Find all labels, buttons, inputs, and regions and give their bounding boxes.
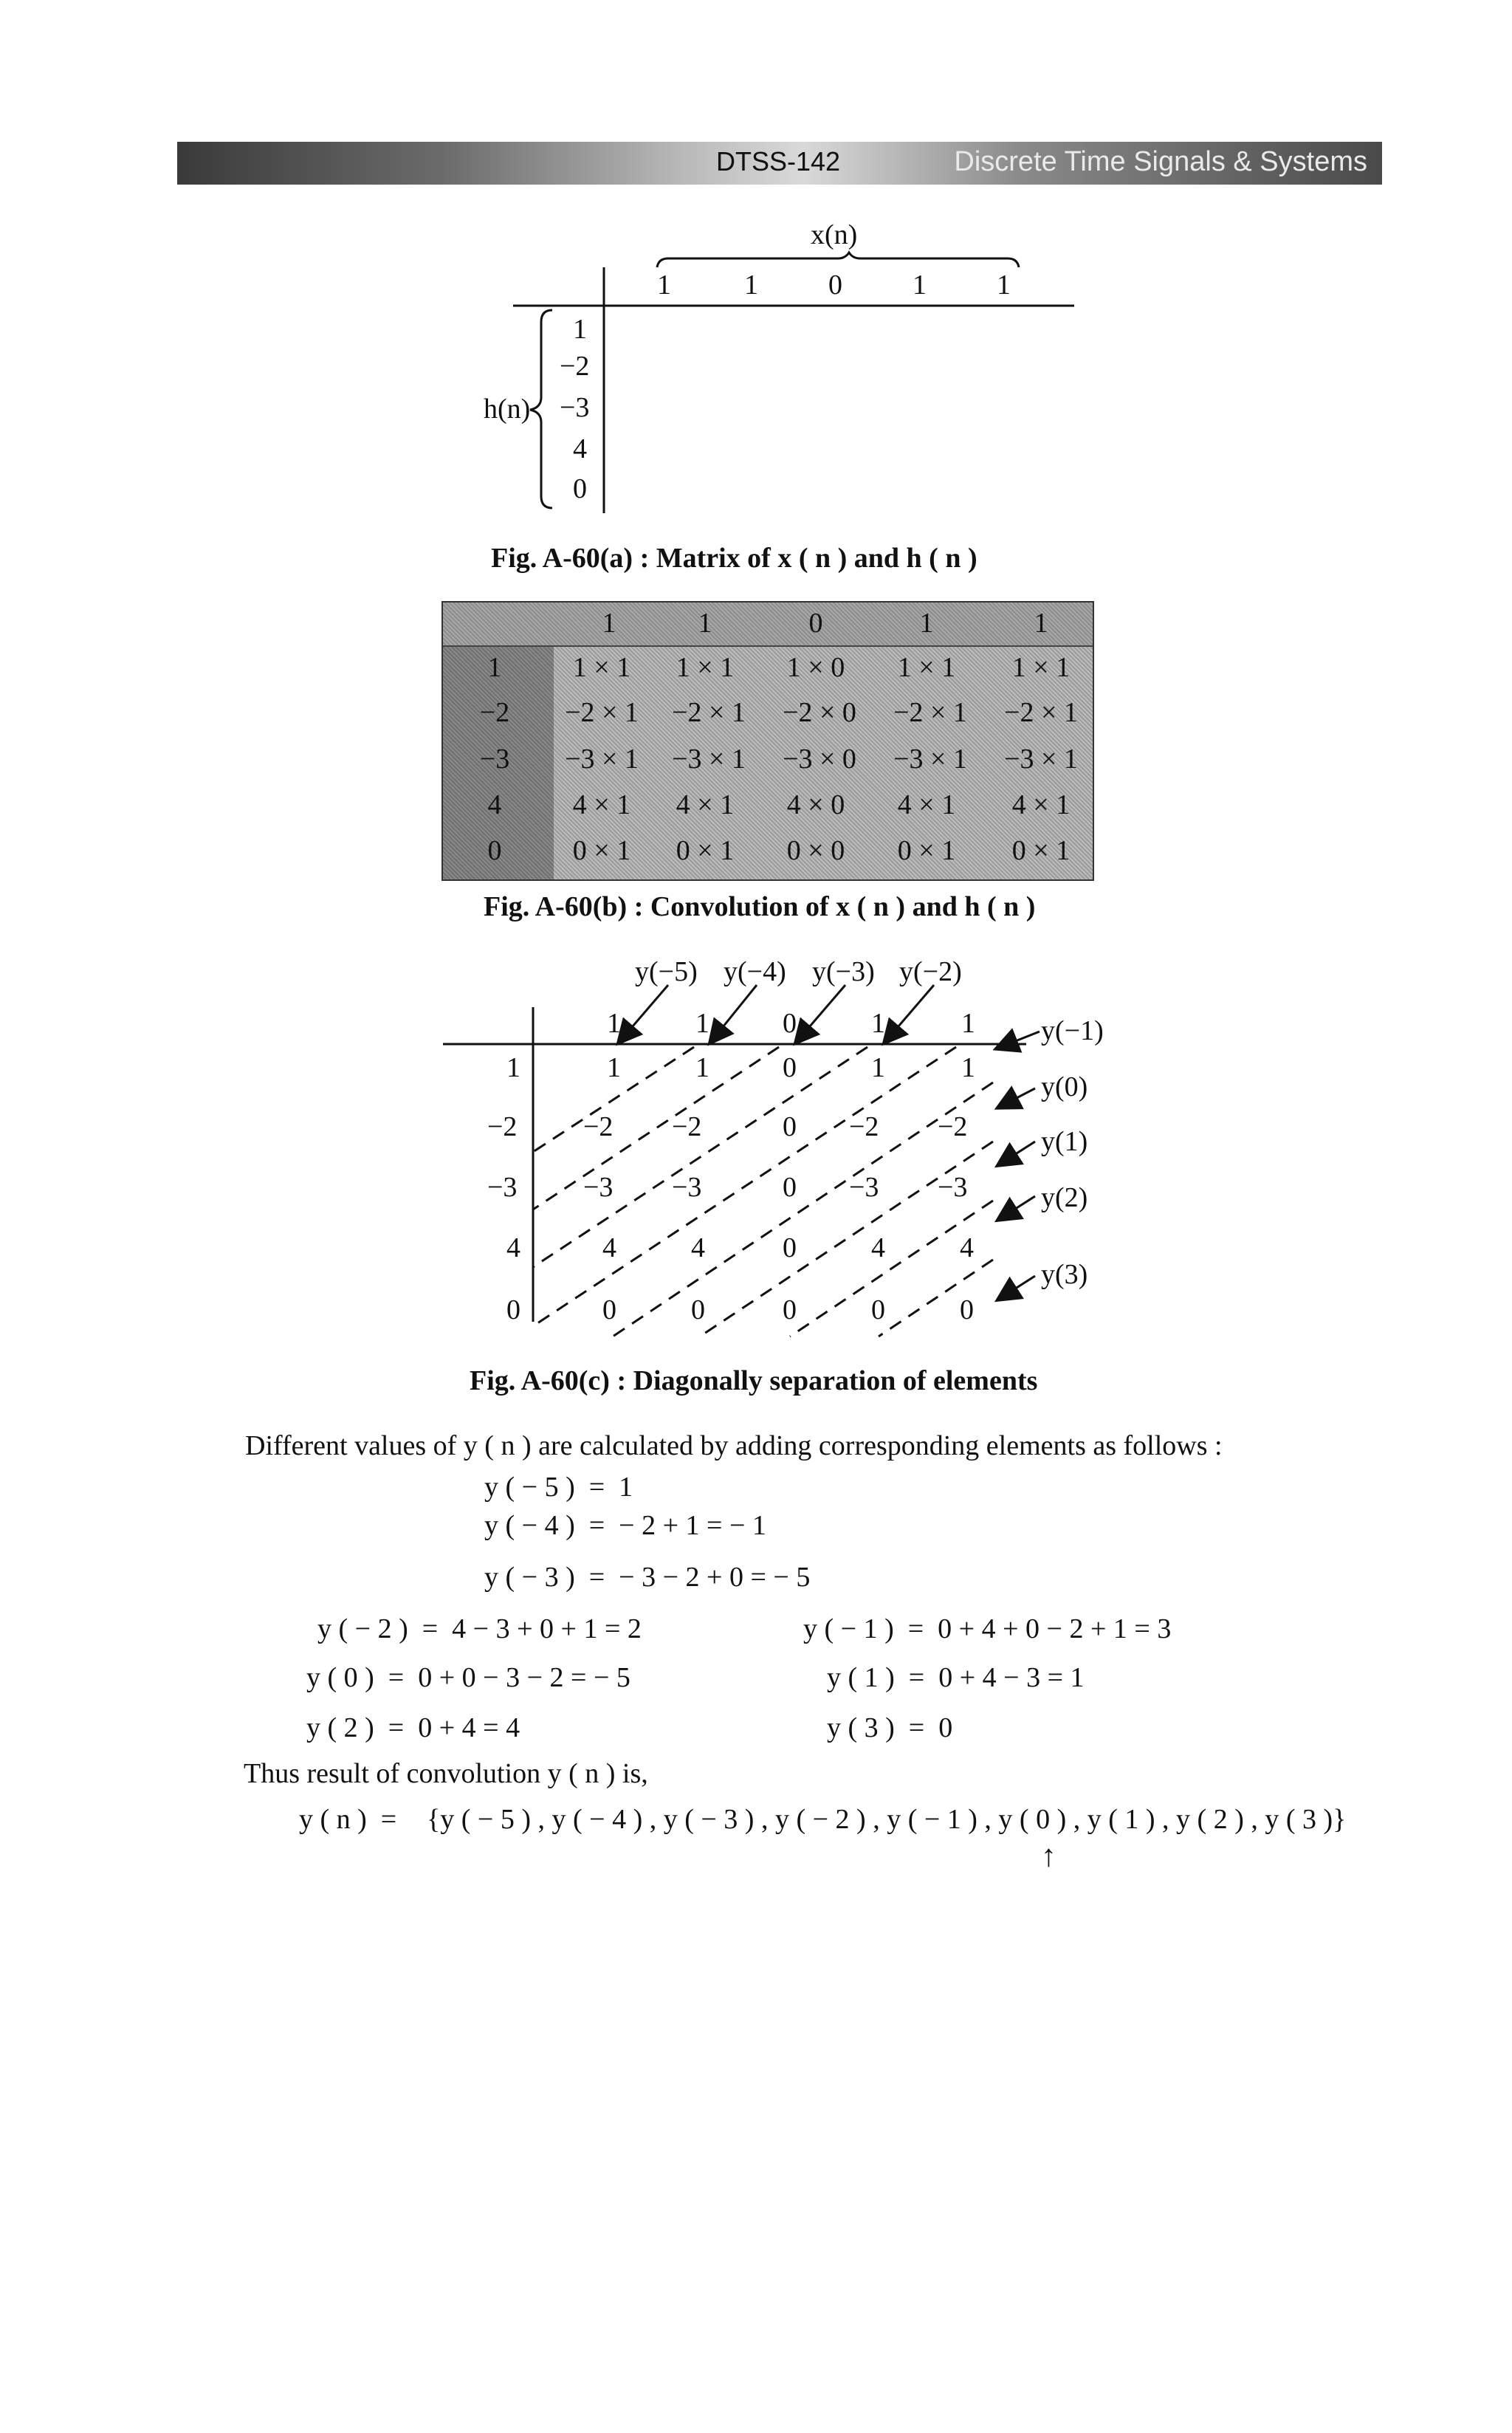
fig-c-x-4: 1 — [961, 1008, 975, 1039]
fig-b-cell: −3 × 1 — [565, 744, 639, 775]
fig-b-cell: 0 × 0 — [786, 835, 845, 866]
fig-a-h-1: −2 — [560, 351, 590, 382]
fig-c-cell: −3 — [849, 1172, 879, 1203]
fig-b-cell: −3 × 1 — [1004, 744, 1078, 775]
eq-y-2: y ( 2 ) = 0 + 4 = 4 — [306, 1712, 520, 1743]
fig-b-h-4: 0 — [487, 835, 502, 866]
fig-a-x-3: 1 — [913, 270, 927, 301]
fig-c-cell: −2 — [938, 1111, 968, 1142]
fig-a-x-1: 1 — [744, 270, 758, 301]
fig-c-cell: 0 — [783, 1232, 797, 1263]
fig-c-cell: 4 — [602, 1232, 616, 1263]
eq-y-minus1: y ( − 1 ) = 0 + 4 + 0 − 2 + 1 = 3 — [803, 1613, 1172, 1644]
fig-b-cell: −2 × 1 — [893, 697, 967, 728]
intro-text: Different values of y ( n ) are calculated by adding corresponding elements as follows : — [245, 1430, 1223, 1461]
fig-b-h-1: −2 — [479, 697, 510, 728]
fig-c-cell: 0 — [783, 1111, 797, 1142]
right-label-2: y(1) — [1041, 1126, 1088, 1157]
fig-c-cell: −3 — [938, 1172, 968, 1203]
fig-c-cell: 1 — [695, 1052, 709, 1083]
fig-b-cell: −3 × 1 — [893, 744, 967, 775]
fig-b-cell: 1 × 1 — [676, 652, 735, 683]
fig-c-cell: −3 — [672, 1172, 702, 1203]
fig-a-h-4: 0 — [573, 473, 587, 504]
fig-b-h-3: 4 — [487, 789, 502, 820]
fig-c-cell: −2 — [583, 1111, 614, 1142]
fig-b-x-3: 1 — [919, 608, 934, 639]
fig-b-cell: −2 × 1 — [672, 697, 746, 728]
fig-c-cell: 1 — [607, 1052, 621, 1083]
fig-b-cell: 1 × 0 — [786, 652, 845, 683]
fig-c-cell: 1 — [961, 1052, 975, 1083]
fig-c-cell: 0 — [783, 1294, 797, 1325]
fig-c-cell: −2 — [849, 1111, 879, 1142]
fig-c-h-0: 1 — [506, 1052, 520, 1083]
fig-c-h-4: 0 — [506, 1294, 520, 1325]
header-title: Discrete Time Signals & Systems — [954, 146, 1367, 177]
fig-b-cell: 1 × 1 — [1011, 652, 1071, 683]
eq-y-minus5: y ( − 5 ) = 1 — [484, 1472, 633, 1503]
fig-b-x-4: 1 — [1034, 608, 1048, 639]
fig-a-x-4: 1 — [997, 270, 1011, 301]
top-label-0: y(−5) — [635, 956, 698, 987]
right-label-0: y(−1) — [1041, 1015, 1104, 1046]
right-label-3: y(2) — [1041, 1182, 1088, 1213]
fig-b-cell: −2 × 1 — [1004, 697, 1078, 728]
fig-b-cell: 1 × 1 — [572, 652, 631, 683]
fig-c-x-2: 0 — [783, 1008, 797, 1039]
fig-c-cell: 0 — [783, 1052, 797, 1083]
fig-c-cell: 1 — [871, 1052, 885, 1083]
fig-c-x-3: 1 — [871, 1008, 885, 1039]
fig-b-cell: 4 × 1 — [897, 789, 956, 820]
fig-b-caption: Fig. A-60(b) : Convolution of x ( n ) and h ( n ) — [484, 891, 1036, 922]
fig-c-h-1: −2 — [487, 1111, 518, 1142]
top-label-3: y(−2) — [899, 956, 962, 987]
fig-b-cell: 0 × 1 — [572, 835, 631, 866]
eq-y-0: y ( 0 ) = 0 + 0 − 3 − 2 = − 5 — [306, 1662, 630, 1693]
header-code: DTSS-142 — [716, 146, 841, 176]
x-label: x(n) — [811, 219, 858, 250]
fig-c-cell: 0 — [783, 1172, 797, 1203]
eq-y-minus4: y ( − 4 ) = − 2 + 1 = − 1 — [484, 1510, 766, 1541]
fig-a-h-0: 1 — [573, 314, 587, 345]
eq-y-3: y ( 3 ) = 0 — [827, 1712, 953, 1743]
fig-b-cell: 4 × 1 — [572, 789, 631, 820]
fig-b-x-0: 1 — [602, 608, 616, 639]
fig-c-h-3: 4 — [506, 1232, 520, 1263]
fig-b-cell: 4 × 0 — [786, 789, 845, 820]
fig-c-cell: 0 — [871, 1294, 885, 1325]
right-label-4: y(3) — [1041, 1259, 1088, 1290]
fig-c-cell: 0 — [691, 1294, 705, 1325]
fig-c-h-2: −3 — [487, 1172, 518, 1203]
eq-y-minus2: y ( − 2 ) = 4 − 3 + 0 + 1 = 2 — [317, 1613, 642, 1644]
result-rhs: {y ( − 5 ) , y ( − 4 ) , y ( − 3 ) , y ( − 2 ) , y ( − 1 ) , y ( 0 ) , y ( 1 ) , y ( 2 ) , y ( 3 )} — [427, 1804, 1347, 1835]
fig-b-cell: 0 × 1 — [676, 835, 735, 866]
fig-b-h-0: 1 — [487, 652, 502, 683]
fig-a-x-0: 1 — [657, 270, 671, 301]
fig-a-caption: Fig. A-60(a) : Matrix of x ( n ) and h ( n ) — [491, 543, 977, 574]
fig-c-cell: 4 — [960, 1232, 974, 1263]
eq-y-minus3: y ( − 3 ) = − 3 − 2 + 0 = − 5 — [484, 1562, 811, 1593]
fig-b-cell: −3 × 0 — [783, 744, 856, 775]
fig-a-x-2: 0 — [828, 270, 842, 301]
fig-b-cell: 0 × 1 — [1011, 835, 1071, 866]
result-intro: Thus result of convolution y ( n ) is, — [244, 1758, 648, 1789]
fig-c-x-1: 1 — [695, 1008, 709, 1039]
h-label: h(n) — [484, 394, 531, 425]
eq-y-1: y ( 1 ) = 0 + 4 − 3 = 1 — [827, 1662, 1085, 1693]
fig-b-x-2: 0 — [808, 608, 823, 639]
result-lhs: y ( n ) = — [299, 1804, 397, 1835]
fig-c-cell: −2 — [672, 1111, 702, 1142]
right-label-1: y(0) — [1041, 1071, 1088, 1102]
fig-b-cell: 4 × 1 — [1011, 789, 1071, 820]
fig-b-x-1: 1 — [698, 608, 712, 639]
fig-c-x-0: 1 — [607, 1008, 621, 1039]
fig-b-h-2: −3 — [479, 744, 510, 775]
fig-b-cell: 0 × 1 — [897, 835, 956, 866]
fig-b-cell: 4 × 1 — [676, 789, 735, 820]
fig-b-cell: −2 × 0 — [783, 697, 856, 728]
fig-a-h-2: −3 — [560, 392, 590, 423]
fig-c-cell: 0 — [602, 1294, 616, 1325]
top-label-1: y(−4) — [724, 956, 786, 987]
fig-a-h-3: 4 — [573, 433, 587, 464]
top-label-2: y(−3) — [812, 956, 875, 987]
origin-arrow-icon: ↑ — [1041, 1839, 1056, 1873]
fig-b-cell: −3 × 1 — [672, 744, 746, 775]
fig-c-caption: Fig. A-60(c) : Diagonally separation of elements — [470, 1365, 1038, 1396]
fig-c-cell: −3 — [583, 1172, 614, 1203]
fig-b-cell: −2 × 1 — [565, 697, 639, 728]
fig-c-cell: 0 — [960, 1294, 974, 1325]
fig-b-cell: 1 × 1 — [897, 652, 956, 683]
fig-c-cell: 4 — [871, 1232, 885, 1263]
fig-c-cell: 4 — [691, 1232, 705, 1263]
